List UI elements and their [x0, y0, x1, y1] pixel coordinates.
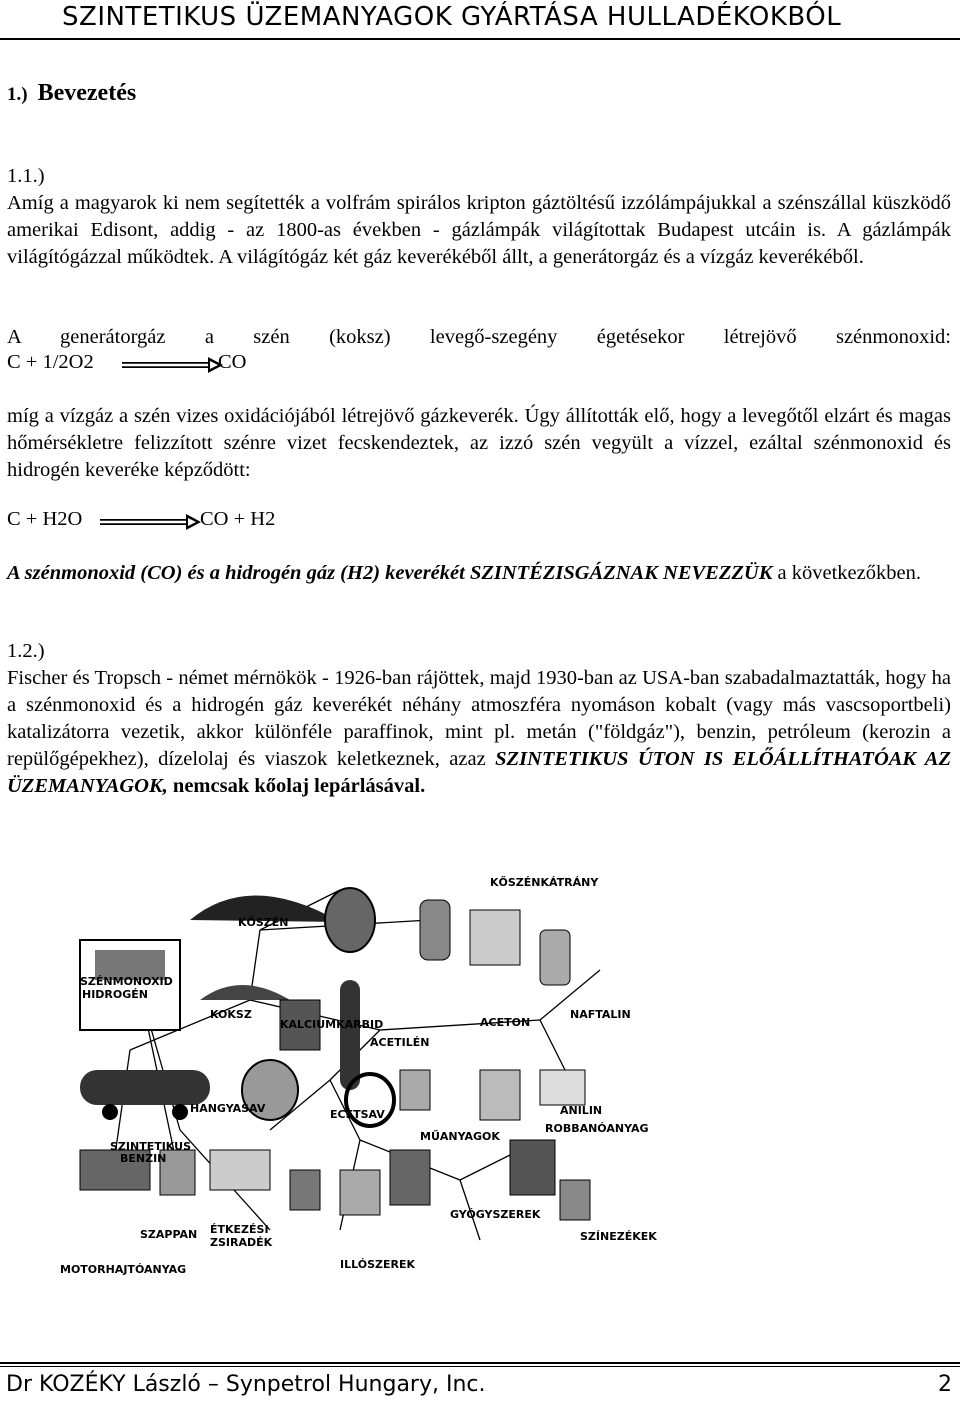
- equation-1-right: CO: [218, 351, 247, 373]
- header-rule: [0, 38, 960, 40]
- label-zsiradek: ZSIRADÉK: [210, 1236, 273, 1249]
- footer-rule-thin: [0, 1366, 960, 1367]
- label-aceton: ACETON: [480, 1016, 531, 1029]
- label-hidrogen: HIDROGÉN: [82, 988, 148, 1001]
- label-szintetikus: SZINTETIKUS: [110, 1140, 191, 1153]
- fischer-tropsch-emphasis: SZINTETIKUS ÚTON IS ELŐÁLLÍTHATÓAK AZ ÜZEMANYAGOK,: [7, 748, 951, 797]
- label-anilin: ANILIN: [560, 1104, 603, 1117]
- page-number: 2: [938, 1372, 952, 1397]
- equation-1-left: C + 1/2O2: [7, 351, 94, 373]
- paragraph-water-gas: míg a vízgáz a szén vizes oxidációjából létrejövő gázkeverék. Úgy állították elő, hogy a levegőtől elzárt és magas hőmérsékletre felizzított szénre vizet fecskendeztek, az izzó szén vegyült a vízzel, ezáltal szénmonoxid és hidrogén keveréke képződött:: [7, 405, 951, 481]
- label-naftalin: NAFTALIN: [570, 1008, 631, 1021]
- label-szappan: SZAPPAN: [140, 1228, 198, 1241]
- synthesis-gas-rest: a következőkben.: [772, 562, 921, 584]
- page-header: [0, 0, 960, 40]
- reaction-arrow-icon: [120, 352, 225, 378]
- label-kalciumkarbid: KALCIUMKARBID: [280, 1018, 384, 1031]
- header-title: SZINTETIKUS ÜZEMANYAGOK GYÁRTÁSA HULLADÉKOKBÓL: [62, 2, 842, 32]
- label-acetilen: ACETILÉN: [370, 1036, 430, 1049]
- label-hangyasav: HANGYASAV: [190, 1102, 266, 1115]
- paragraph-fischer-tropsch: [7, 665, 951, 800]
- label-muanyagok: MŰANYAGOK: [420, 1130, 500, 1143]
- fischer-tropsch-text: Fischer és Tropsch - német mérnökök - 1926-ban rájöttek, majd 1930-ban az USA-ban szabadalmaztatták, hogy ha a szénmonoxid és a hidrogén gáz keverékét néhány atmoszféra nyomáson kobalt (vagy más vascsoportbeli) katalizátorra vezetik, akkor különféle paraffinok, mint pl. metán ("földgáz"), benzin, petróleum (kerozin a repülőgépekhez), dízelolaj és viaszok keletkeznek, azaz: [7, 667, 951, 770]
- section-heading: [7, 80, 136, 107]
- fischer-tropsch-bold: nemcsak kőolaj lepárlásával.: [172, 775, 426, 797]
- label-koszenkatrany: KŐSZÉNKÁTRÁNY: [490, 876, 599, 889]
- label-koszen: KŐSZÉN: [238, 916, 289, 929]
- equation-2-right: CO + H2: [200, 508, 276, 530]
- label-illoszerek: ILLÓSZEREK: [340, 1258, 415, 1271]
- label-ecetsav: ECETSAV: [330, 1108, 385, 1121]
- label-benzin: BENZIN: [120, 1152, 167, 1165]
- section-title: Bevezetés: [37, 80, 137, 106]
- label-koksz: KOKSZ: [210, 1008, 252, 1021]
- label-szinezekek: SZÍNEZÉKEK: [580, 1230, 657, 1243]
- equation-1: [7, 351, 94, 374]
- footer-rule: [0, 1362, 960, 1364]
- reaction-arrow-icon: [98, 509, 203, 535]
- label-gyogyszerek: GYÓGYSZEREK: [450, 1208, 541, 1221]
- paragraph-synthesis-gas: [7, 560, 951, 587]
- coal-products-illustration: [40, 850, 657, 1290]
- subsection-1-1-number: 1.1.): [7, 165, 45, 187]
- paragraph-generator-gas: A generátorgáz a szén (koksz) levegő-szegény égetésekor létrejövő szénmonoxid:: [7, 326, 951, 348]
- label-szenmonoxid: SZÉNMONOXID: [80, 975, 173, 988]
- subsection-1-2-number: 1.2.): [7, 640, 45, 662]
- paragraph-gas-lamps: Amíg a magyarok ki nem segítették a volfrám spirálos kripton gáztöltésű izzólámpájukkal a szénszállal küszködő amerikai Edisont, addig - az 1800-as években - gázlámpák világítottak Budapest utcáin is. A gázlámpák világítógázzal működtek. A világítógáz két gáz keverékéből állt, a generátorgáz és a vízgáz keverékéből.: [7, 192, 951, 268]
- label-motorhajtoanyag: MOTORHAJTÓANYAG: [60, 1263, 187, 1276]
- equation-2-left: C + H2O: [7, 508, 83, 530]
- synthesis-gas-definition: A szénmonoxid (CO) és a hidrogén gáz (H2) keverékét SZINTÉZISGÁZNAK NEVEZZÜK: [7, 562, 773, 584]
- label-robbanoanyag: ROBBANÓANYAG: [545, 1122, 649, 1135]
- section-number: 1.): [7, 84, 28, 105]
- footer-author: Dr KOZÉKY László – Synpetrol Hungary, Inc.: [6, 1372, 486, 1397]
- label-etkezesi: ÉTKEZÉSI: [210, 1223, 269, 1236]
